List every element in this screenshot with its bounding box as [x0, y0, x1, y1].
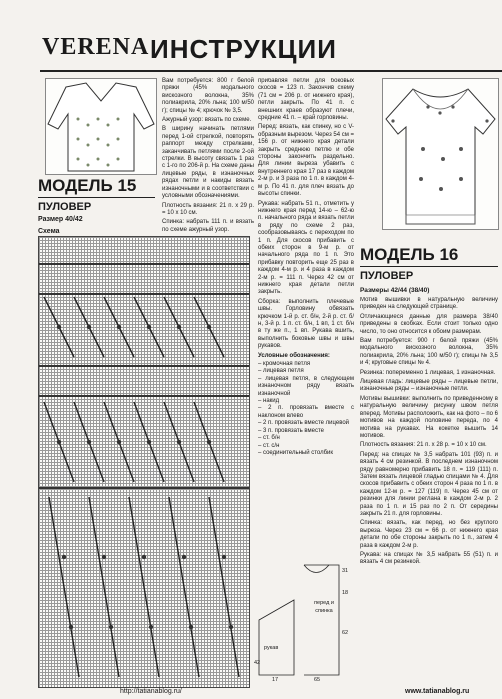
stockinette-paragraph: Лицевая гладь: лицевые ряды – лицевые петли, изнаночные ряды – изнаночные петли. — [360, 379, 498, 393]
legend-item: – лицевая петля — [258, 368, 304, 375]
chart-motifs — [39, 237, 249, 687]
model15-sweater-illustration — [45, 78, 157, 175]
embroidery-paragraph: Мотивы вышивки: выполнить по приведенному в натуральную величину рисунку швом петля вперед. Мотивы расположить, как на фото – по 6 мотивов на каждой половине переда, по 4 мотива на рукавах. На кокетке вышить 14 мотивов. — [360, 395, 498, 439]
sleeves-paragraph: Рукава: набрать 51 п., отметить у нижнего края перед 14-ю – 62-ю п. начального ряда и вязать петли в ряду по схеме 2 раз, сообразовываясь с переходом по 1 п. Для скосов прибавить с обеих сторон в 9-м р. от начального ряда по 1 п. Это прибавку повторить еще 25 раз в каждом 4-м р. и 4 раза в каждом 2-м р. = 111 п. Через 42 см от нижнего края детали петли закрыть. — [258, 200, 354, 296]
rib-paragraph: Резинка: попеременно 1 лицевая, 1 изнаночная. — [360, 369, 496, 376]
legend-item: – 3 п. провязать вместе — [258, 427, 324, 434]
back-cont-paragraph: прибавляя петли для боковых скосов = 123 п. Закончив схему (71 см = 206 р. от нижнего края), петли закрыть. По 41 п. с внешних краев образуют плечи, средние 41 п. – край горловины. — [258, 78, 354, 122]
legend-item: – лицевая петля, в следующем изнаночном ряду вязать изнаночной — [258, 375, 354, 397]
dim-label: 62 — [342, 630, 349, 636]
dim-label: 17 — [272, 677, 279, 683]
model16-type: ПУЛОВЕР — [360, 270, 414, 282]
back-paragraph: Спинка: набрать 111 п. и вязать по схеме ажурный узор. — [162, 219, 254, 233]
materials-paragraph: Вам потребуется: 900 г белой пряжи (45% модального вискозного волокна, 35% полиакрила, 20% льна; 100 м/50 г); спицы № 3,5 и 4; круговые спицы № 4. — [360, 338, 498, 367]
model16-label: МОДЕЛЬ 16 — [360, 245, 459, 264]
header-rule — [40, 70, 502, 72]
model15-rule — [38, 197, 155, 198]
assembly-paragraph: Сборка: выполнить плечевые швы. Горловину обвязать крючком 1-й р. ст. б/н, 2-й р. ст. б/н, 3-й р. 1 п. ст. б/н, 1 вп, 1 ст. б/н в ту же п., 1 вп. Рукава вшить, выполнить боковые швы и швы рукавов. — [258, 298, 354, 350]
model16-sweater-illustration — [382, 78, 499, 230]
materials-paragraph: Вам потребуется: 800 г белой пряжи (45% модального вискозного волокна, 35% полиакрила, 20% льна; 100 м/50 г); спицы № 4; крючок № 3,5. — [162, 78, 254, 114]
back-paragraph: Спинка: вязать, как перед, но без круглого выреза. Через 23 см = 66 р. от нижнего края детали по обе стороны закрыть по 1 п., затем 4 раза в каждом 2-м р. — [360, 520, 498, 549]
pattern-schematic — [254, 560, 354, 685]
model15-label: МОДЕЛЬ 15 — [38, 176, 137, 195]
legend-item: – 2 п. провязать вместе лицевой — [258, 420, 350, 427]
sleeves-paragraph: Рукава: на спицах № 3,5 набрать 55 (51) п. и вязать 4 см резинкой. — [360, 552, 498, 566]
legend-item: – накид — [258, 398, 280, 405]
footer-right-url[interactable]: www.tatianablog.ru — [405, 688, 470, 695]
sizes-note: Отличающиеся данные для размера 38/40 приведены в скобках. Если стоит только одно число, то оно относится к обоим размерам. — [360, 313, 498, 335]
pattern-paragraph: Ажурный узор: вязать по схеме. — [162, 117, 252, 124]
legend-item: – 2 п. провязать вместе с наклоном влево — [258, 405, 354, 419]
legend-title: Условные обозначения: — [258, 352, 330, 359]
gauge-paragraph: Плотность вязания: 21 п. x 28 р. = 10 x 10 см. — [360, 442, 487, 449]
model15-text-col1 — [162, 78, 254, 234]
footer-left-url[interactable]: http://tatianablog.ru/ — [120, 688, 182, 695]
sweater-drawing-15 — [46, 79, 156, 174]
dim-label: 31 — [342, 568, 349, 574]
knitting-chart — [38, 236, 250, 688]
model16-size: Размеры 42/44 (38/40) — [360, 287, 430, 294]
embroidery-note: Мотив вышивки в натуральную величину приведен на следующей странице. — [360, 297, 498, 311]
legend-item: – ст. б/н — [258, 435, 280, 442]
front-paragraph: Перед: вязать, как спинку, но с V-образным вырезом. Через 54 см = 156 р. от нижнего края детали закрыть среднюю петлю и обе стороны закончить раздельно. Для линии выреза убавить с внутреннего края 17 раз в каждом 2-м р. и 3 раза по 1 п. в каждом 4-м р. По 41 п. для плеч вязать до высоты спинки. — [258, 124, 354, 198]
page-title: ИНСТРУКЦИИ — [150, 34, 337, 64]
gauge-paragraph: Плотность вязания: 21 п. x 29 р. = 10 x 10 см. — [162, 202, 254, 216]
legend-item: – ст. с/н — [258, 442, 280, 449]
model16-text — [360, 297, 498, 682]
front-back-label: перед и спинка — [314, 600, 334, 614]
front-paragraph: Перед: на спицах № 3,5 набрать 101 (93) п. и вязать 4 см резинкой. В последнем изнаночном ряду равномерно прибавить 18 п. = 119 (111) п. Затем вязать лицевой гладью спицами № 4. Для скосов прибавить с обеих сторон 4 раза по 1 п. в каждом 12-м р. = 127 (119) п. Через 45 см от резинки для линии реглана в каждом 2-м р. 2 раза по 1 п. и 15 раз по 2 п. От середины закрыть 21 п. для горловины. — [360, 451, 498, 517]
legend-item: – соединительный столбик — [258, 449, 334, 456]
brand-logo: VERENA — [42, 34, 150, 60]
scheme-label: Схема — [38, 228, 60, 235]
dim-label: 65 — [314, 677, 321, 683]
schematic-drawing — [254, 560, 354, 685]
dim-label: 18 — [342, 590, 349, 596]
dim-label: 42 — [254, 660, 261, 666]
model16-rule — [360, 266, 498, 267]
model15-size: Размер 40/42 — [38, 216, 83, 223]
instructions-paragraph: В ширину начинать петлями перед 1-ой стрелкой, повторять раппорт между стрелками, заканчивать петлями после 2-ой стрелки. В высоту связать 1 раз с 1-го по 206-й р. На схеме даны лицевые ряды, в изнаночных рядах петли и накиды вязать изнаночными и в соответствии с условными обозначениями. — [162, 126, 254, 200]
legend-item: – кромочная петля — [258, 361, 311, 368]
sleeve-label: рукав — [264, 645, 279, 651]
model15-type: ПУЛОВЕР — [38, 201, 92, 213]
model15-text-col2 — [258, 78, 354, 548]
sweater-drawing-16 — [383, 79, 498, 229]
